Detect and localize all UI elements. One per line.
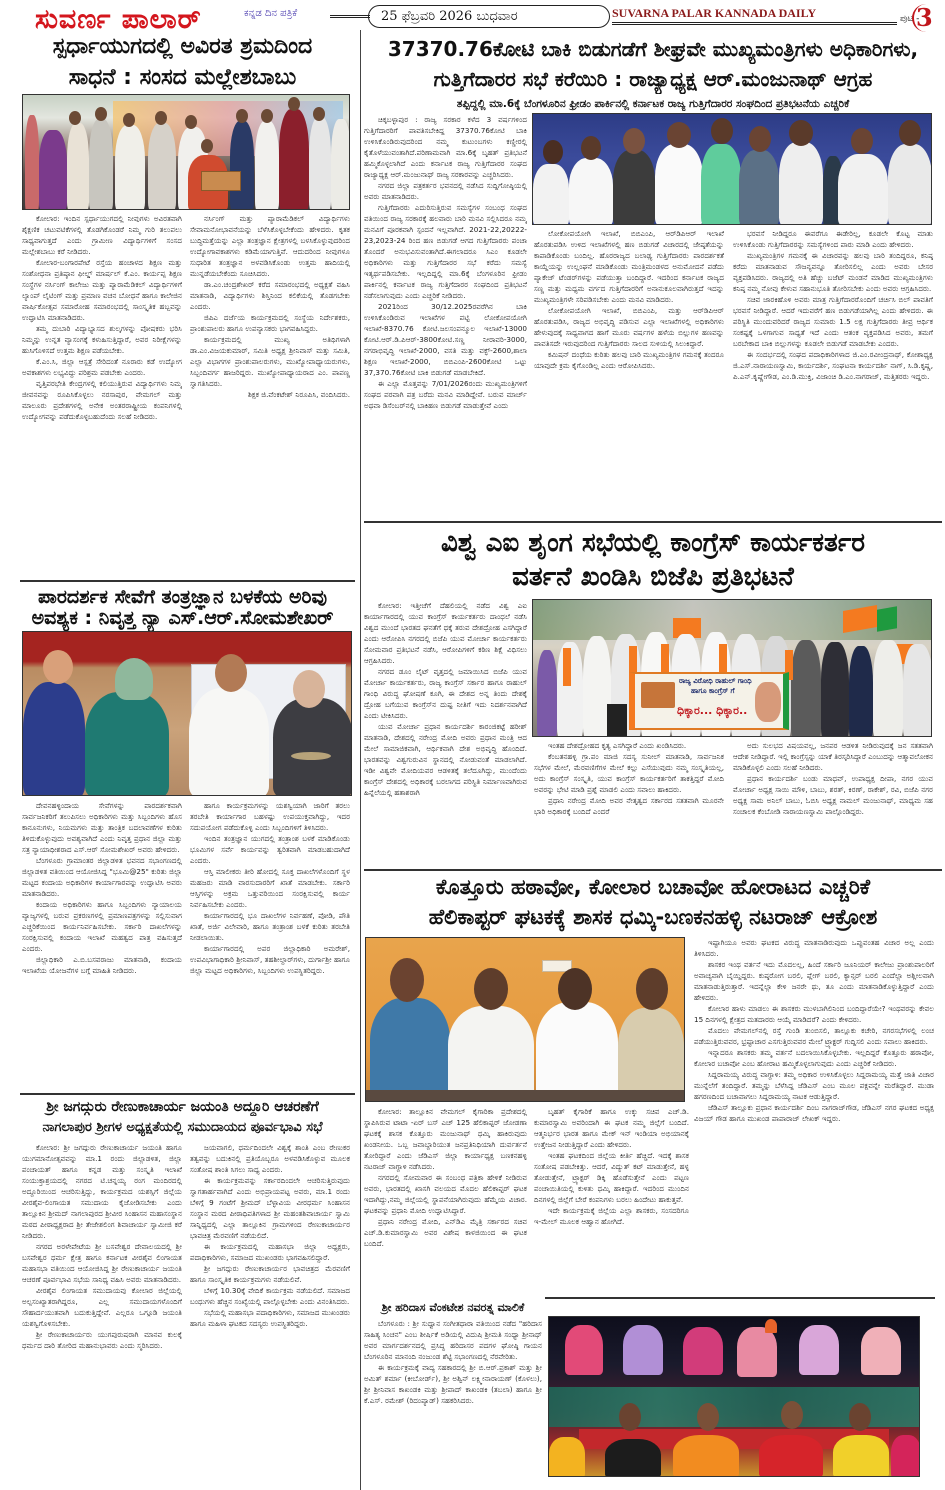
masthead-rule [330,15,370,18]
article-column-1 [364,600,527,868]
person-head [789,120,813,146]
person-figure [89,119,113,210]
photo-singers-ensemble [548,1316,920,1477]
article-paragraph: ಮೊದಲು ವೇಮಗಲ್‌ನಲ್ಲಿ ರಸ್ತೆ ಗುಂಡಿ ತುಂಬಿಸಲಿ, ತಾಲ್ಲೂಕು ಕಚೇರಿ, ನಗರಸಭೆಗಳಲ್ಲಿ ಲಂಚ ಪಡೆಯುತ್ತಿರುವವರ, ಭ್ರಷ್ಟಾಚಾರ ಎಸಗುತ್ತಿರುವವರ ಮೇಲೆ ಟ್ರ್ಯಾಕ್ಟರ್ ಗುದ್ದಿಸಲಿ ಎಂದು ಸವಾಲು ಹಾಕಿದರು. [694,1026,934,1046]
person-head [293,670,325,708]
article-paragraph: ಜಿಪಿಎ ದರ್ಜೆಯ ಕಾರ್ಯಕ್ರಮದಲ್ಲಿ ಸಂಸ್ಥೆಯ ನಿರ್ದೇಶಕರು, ಪ್ರಾಂಶುಪಾಲರು ಹಾಗೂ ಉಪನ್ಯಾಸಕರು ಭಾಗವಹಿಸಿದ್ದರು. [190,313,350,333]
section-divider [20,580,355,582]
section-divider [545,1297,935,1299]
article-paragraph: ಕೋಲಾರ ಹಾಳು ಮಾಡಲು ಈ ಶಾಸಕರು ಮುಳಬಾಗಿಲಿನಿಂದ ಬಂದಿದ್ದಾರೆಯೇ? ಇಂಥವರನ್ನು ಕೇವಲ 15 ದಿನಗಳಲ್ಲಿ ಕ್ಷೇತ್ರದ ಮತದಾರರು ಆಯ್ಕೆ ಮಾಡಿದರೆ? ಎಂದು ಕೇಳಿದರು. [694,1004,934,1024]
article-paragraph: ಡಾ.ಎಂ.ಚಂದ್ರಶೇಖರ್ ಕರೆದ ಸಮಾರಂಭದಲ್ಲಿ ಅಧ್ಯಕ್ಷತೆ ವಹಿಸಿ ಮಾತನಾಡಿ, ವಿದ್ಯಾರ್ಥಿಗಳು ಶಿಸ್ತಿನಿಂದ ಕಲಿಕೆಯಲ್ಲಿ ತೊಡಗಬೇಕು ಎಂದರು. [190,280,350,311]
person-head [619,1403,641,1431]
article-paragraph: ಈ ಕಾರ್ಯಕ್ರಮಕ್ಕೆ ವಾದ್ಯ ಸಹಕಾರದಲ್ಲಿ ಶ್ರೀ ಬಿ.ಆರ್.ಪ್ರಕಾಶ್ ಮತ್ತು ಶ್ರೀ ಅಮಿತ್ ಶರ್ಮಾ (ಕೀಬೋರ್ಡ್), ಶ್ರೀ ಅಶ್ವಿನ್ ಲಕ್ಷ್ಮೀನಾರಾಯಣ್ (ಕೊಳಲು), ಶ್ರೀ ಶ್ರೀನಿವಾಸ ಕಾಖಂಡಕಿ ಮತ್ತು ಶ್ರೀಪಾದ್ ಕಾಖಂಡಕಿ (ತಬಲಾ) ಹಾಗೂ ಶ್ರೀ ಕೆ.ಎಸ್. ರಮೇಶ್ (ರಿದಂಪ್ಯಾಡ್) ಸಹಕರಿಸಿದರು. [364,1363,542,1405]
person-figure [549,1437,585,1477]
article-column-1 [22,800,182,1090]
person-figure [309,117,331,210]
headline-line-2: ಅವಶ್ಯಕ : ನಿವೃತ್ತ ನ್ಯಾ ಎಸ್.ಆರ್.ಸೋಮಶೇಖರ್ [31,607,334,629]
article-paragraph: ಇಂದಿನ ತಂತ್ರಜ್ಞಾನ ಯುಗದಲ್ಲಿ ತಂತ್ರಾಂಶ ಬಳಕೆ ಮಾಡಿಕೊಂಡು ಭೂಮಿಗಳ ಸರ್ವೆ ಕಾರ್ಯವನ್ನು ತ್ವರಿತವಾಗಿ ಮಾಡಬಹುದಾಗಿದೆ ಎಂದರು. [190,834,350,865]
person-figure [25,115,39,210]
article-column-2 [190,213,350,503]
column-divider [360,30,361,1490]
photo-jds-press-meet [365,937,685,1102]
person-figure [903,644,932,737]
person-head [581,136,601,160]
headline-line-1: ವಿಶ್ವ ಎಐ ಶೃಂಗ ಸಭೆಯಲ್ಲಿ ಕಾಂಗ್ರೆಸ್ ಕಾರ್ಯಕರ್ತರ [441,528,865,558]
article-paragraph: ಕೋಲಾರ-ಬಂಗಾರಪೇಟೆ ರಸ್ತೆಯ ಹಂಚಾಳದ ಶಿಕ್ಷಣ ಮತ್ತು ಸಂಶೋಧನಾ ಪ್ರತಿಷ್ಠಾನ ಫೀಲ್ಡ್ ಮಾರ್ಷಲ್ ಕೆ.ಎಂ. ಕಾರ್ಯಪ್ಪ ಶಿಕ್ಷಣ ಸಂಸ್ಥೆಗಳ ನರ್ಸಿಂಗ್ ಕಾಲೇಜು ಮತ್ತು ಪ್ಯಾರಾಮೆಡಿಕಲ್ ವಿದ್ಯಾರ್ಥಿಗಳಿಗೆ ಲ್ಯಾಂಪ್ ಲೈಟಿಂಗ್ ಮತ್ತು ಪ್ರಮಾಣ ವಚನ ಬೋಧನೆ ಹಾಗೂ ಕಾಲೇಜಿನ ವಾರ್ಷಿಕೋತ್ಸವ ಸಮಾರೋಹ ಸಮಾರಂಭದಲ್ಲಿ ಸಾಂಸ್ಕೃತಿಕ ಹಬ್ಬವನ್ನು ಉದ್ಘಾಟಿಸಿ ಮಾತನಾಡಿದರು. [22,258,182,322]
person-figure [537,650,557,737]
article-paragraph: ಬೆಂಗಳೂರು : ಶ್ರೀ ಸುಧ್ವಾನ ಸಂಗೀತಧಾರಾ ವತಿಯಿಂದ ನಡೆದ "ಹರಿದಾಸ ಸಾಹಿತ್ಯ ಸಿಂಚನ" ಎಂಬ ಶೀರ್ಷಿಕೆ ಅಡಿಯಲ್ಲಿ ವಿದುಷಿ ಶ್ರೀಮತಿ ಸಂಧ್ಯಾ ಶ್ರೀನಾಥ್ ಅವರ ಮಾರ್ಗದರ್ಶನದಲ್ಲಿ ಪ್ರಸಿದ್ಧ ಹರಿದಾಸರ ಪದಗಳ ಘೋಷ್ಠಿ ಗಾಯನ ಬೆಂಗಳೂರಿನ ಮಾನಂದಿ ನಂಜುಂಡ ಶೆಟ್ಟಿ ಸಭಾಂಗಣದಲ್ಲಿ ನೆರವೇರಿತು. [364,1319,542,1361]
article-paragraph: ಜಯವಾಗಲಿ, ಧರ್ಮದಿಂದಲೇ ವಿಶ್ವಕ್ಕೆ ಶಾಂತಿ ಎಂಬ ರೇಣುಕರ ತತ್ವವನ್ನು ಬದುಕಿನಲ್ಲಿ ಪ್ರತಿಯೊಬ್ಬರೂ ಅಳವಡಿಸಿಕೊಳ್ಳುವ ಮೂಲಕ ಸಂತೋಷ ಶಾಂತಿ ಸಿಗಲು ಸಾಧ್ಯ ಎಂದರು. [190,1143,350,1174]
article-paragraph: ಪ್ರಧಾನಿ ನರೇಂದ್ರ ಮೋದಿ, ಎನ್‌ಡಿಎ ಮೈತ್ರಿ ಸರ್ಕಾರದ ಸಚಿವ ಎಚ್.ಡಿ.ಕುಮಾರಸ್ವಾಮಿ ಅವರ ವಿಶೇಷ ಕಾಳಜಿಯಿಂದ ಈ ಘಟಕ ಬಂದಿದೆ. [364,1217,527,1248]
photo-protest-rally [532,599,932,737]
person-figure [230,121,254,210]
article-column-1 [22,213,182,503]
article-paragraph: ಲೋಕೋಪಯೋಗಿ ಇಲಾಖೆ, ಬಿಬಿಎಂಪಿ, ಮತ್ತು ಆರ್‌ಡಿಪಿಆರ್ ಹೊರತುಪಡಿಸಿ, ರಾಜ್ಯದ ಅಭಿವೃದ್ಧಿ ಪಡಿಸುವ ಎಲ್ಲಾ ಇಲಾಖೆಗಳಲ್ಲಿ ಅಧಿಕಾರಿಗಳು ಹೇಳುವುದಕ್ಕೆ ಸಾಧ್ಯವಾಗದ ಹಾಗೆ ಮೂರು ವರ್ಷಗಳ ಹಳೆಯ ಬಿಲ್ಲುಗಳ ಹಣವನ್ನು ಪಾವತಿಸದೇ ಇರುವುದರಿಂದ ಗುತ್ತಿಗೆದಾರರು ಸಾಲದ ಸುಳಿಯಲ್ಲಿ ಸಿಲುಕಿದ್ದಾರೆ. [534,306,724,348]
article-paragraph: ನಗರದ ಡೂಂ ಲೈಟ್ ವೃತ್ತದಲ್ಲಿ ಜಮಾಯಿಸಿದ ಬಿಜೆಪಿ ಯುವ ಮೋರ್ಚಾ ಕಾರ್ಯಕರ್ತರು, ರಾಜ್ಯ ಕಾಂಗ್ರೆಸ್ ಸರ್ಕಾರ ಹಾಗೂ ರಾಹುಲ್ ಗಾಂಧಿ ವಿರುದ್ಧ ಘೋಷಣೆ ಕೂಗಿ, ಈ ದೇಶದ ಅನ್ನ ತಿಂದು ದೇಶಕ್ಕೆ ದ್ರೋಹ ಬಗೆಯುವ ಕಾಂಗ್ರೆಸ್‌ನ ದುಷ್ಟ ನೀತಿಗೆ ಇದು ನಿದರ್ಶನವಾಗಿದೆ ಎಂದು ಟೀಕಿಸಿದರು. [364,667,527,720]
person-figure [821,642,849,737]
headline: ಶ್ರೀ ಹರಿದಾಸ ವೆಂಕಟೇಶ ನವರತ್ನ ಮಾಲಿಕೆ [381,1301,525,1314]
brass-lamp [291,752,331,760]
article-paragraph: ಮುಖ್ಯಮಂತ್ರಿಗಳ ಗಮನಕ್ಕೆ ಈ ವಿಚಾರವನ್ನು ಹಲವು ಬಾರಿ ತಂದಿದ್ದರೂ, ಕನಿಷ್ಠ ಕರೆದು ಮಾತನಾಡುವ ಸೌಜನ್ಯವನ್ನೂ ತೋರಿಸಲಿಲ್ಲ ಎಂದು ಅವರು ಬೇಸರ ವ್ಯಕ್ತಪಡಿಸಿದರು. ರಾಜ್ಯದಲ್ಲಿ ಅತಿ ಹೆಚ್ಚು ಬಜೆಟ್ ಮಂಡನೆ ಮಾಡಿದ ಮುಖ್ಯಮಂತ್ರಿಗಳು ಕನಿಷ್ಠ ನಮ್ಮ ನೋವು ಕೇಳುವ ಸಹಾನುಭೂತಿ ತೋರಿಸಬೇಕು ಎಂದು ಅವರು ಆಗ್ರಹಿಸಿದರು. [733,251,933,293]
article-paragraph: ಯುವ ಮೋರ್ಚಾ ಪ್ರಧಾನ ಕಾರ್ಯದರ್ಶಿ ಕಾರಂಜಿಕಟ್ಟೆ ಹರೀಶ್ ಮಾತನಾಡಿ, ದೇಶದಲ್ಲಿ ನರೇಂದ್ರ ಮೋದಿ ಅವರು ಪ್ರಧಾನ ಮಂತ್ರಿ ಆದ ಮೇಲೆ ಸಾಮಾಜಿಕವಾಗಿ, ಆರ್ಥಿಕವಾಗಿ ದೇಶ ಅಭಿವೃದ್ಧಿ ಹೊಂದಿದೆ. ಭಾರತವನ್ನು ವಿಶ್ವಗುರುವಿನ ಸ್ಥಾನದಲ್ಲಿ ನೋಡುವಂತೆ ಮಾಡಲಾಗಿದೆ. ಇಡೀ ವಿಶ್ವವೇ ಮೋದಿಯವರ ಆಡಳಿತಕ್ಕೆ ತಲೆದೂಗಿದ್ದು, ಮುಂದೆಂದು ಕಾಂಗ್ರೆಸ್ ದೇಶದಲ್ಲಿ ಅಧಿಕಾರಕ್ಕೆ ಬರಲಾಗದ ಪರಿಸ್ಥಿತಿ ನಿರ್ಮಾಣವಾಗಿರುವ ಹಿನ್ನೆಲೆಯಲ್ಲಿ ಹತಾಶರಾಗಿ [364,722,527,797]
article-paragraph: ಸಿದ್ದರಾಮಯ್ಯ ವಿರುದ್ಧ ವಾಗ್ದಾಳಿ: ತಮ್ಮ ಅಧಿಕಾರ ಉಳಿಸಿಕೊಳ್ಳಲು ಸಿದ್ದರಾಮಯ್ಯ ಮತ್ತೆ ಜಾತಿ ವಿಚಾರ ಮುನ್ನೆಲೆಗೆ ತಂದಿದ್ದಾರೆ. ತಮ್ಮನ್ನು ಬೆಳೆಸಿದ್ದ ಜೆಡಿಎಸ್ ಎಂಬ ಮೂಲ ಪಕ್ಷವನ್ನೇ ಮರೆತಿದ್ದಾರೆ. ಮುಡಾ ಹಗರಣದಿಂದ ಬಚಾವಾಗಲು ಸಿದ್ದರಾಮಯ್ಯ ನಾಟಕ ಆಡುತ್ತಿದ್ದಾರೆ. [694,1070,934,1101]
person-figure [39,130,67,210]
article-paragraph: ಈ ಕಾರ್ಯಕ್ರಮದಲ್ಲಿ ಮಹಾಸಭಾ ಜಿಲ್ಲಾ ಅಧ್ಯಕ್ಷರು, ಪದಾಧಿಕಾರಿಗಳು, ಸಮಾಜದ ಮುಖಂಡರು ಭಾಗವಹಿಸಲಿದ್ದಾರೆ. [190,1242,350,1262]
article-paragraph: ತಮ್ಮ ದುಬಾರಿ ವಿದ್ಯಾಭ್ಯಾಸದ ಶುಲ್ಕಗಳನ್ನು ಪೋಷಕರು ಭರಿಸಿ ನಿಮ್ಮನ್ನು ಉನ್ನತ ವ್ಯಾಸಂಗಕ್ಕೆ ಕಳುಹಿಸುತ್ತಿದ್ದಾರೆ, ಅವರ ನಿರೀಕ್ಷೆಗಳನ್ನು ಹುಸಿಗೊಳಿಸದೆ ಉತ್ತಮ ಶಿಕ್ಷಣ ಪಡೆಯಬೇಕು. [22,324,182,355]
person-figure [565,1325,603,1375]
person-figure [623,1325,663,1375]
person-figure [448,1006,534,1102]
headline-line-1: ಕೊತ್ತೂರು ಹಠಾವೋ, ಕೋಲಾರ ಬಚಾವೋ ಹೋರಾಟದ ಎಚ್ಚರಿಕೆ [435,875,871,899]
headline-line-1: 37370.76ಕೋಟಿ ಬಾಕಿ ಬಿಡುಗಡೆಗೆ ಶೀಘ್ರವೇ ಮುಖ್ಯಮಂತ್ರಿಗಳು ಅಧಿಕಾರಿಗಳು, [387,37,919,61]
article-paragraph: ಗುತ್ತಿಗೆದಾರರು ಎದುರಿಸುತ್ತಿರುವ ಸಮಸ್ಯೆಗಳ ಸಂಬಂಧ ಸಂಘದ ವತಿಯಿಂದ ರಾಜ್ಯ ಸರಕಾರಕ್ಕೆ ಹಲವಾರು ಬಾರಿ ಮನವಿ ಸಲ್ಲಿಸಿದರೂ ನಮ್ಮ ಮನವಿಗೆ ಪೂರಕವಾಗಿ ಸ್ಪಂದನೆ ಇಲ್ಲವಾಗಿದೆ. 2021-22,20222-23,2023-24 ರಿಂದ ಹಣ ಬಿಡುಗಡೆ ಆಗದ ಗುತ್ತಿಗೆದಾರರು ಪಂಚಾ ತೊಂದರೆ ಅನುಭವಿಸುವಂತಾಗಿದೆ.ಈಗಲಾದರೂ ಸಿಎಂ ಕೂಡಲೇ ಅಧಿಕಾರಿಗಳು ಮತ್ತು ಗುತ್ತಿಗೆದಾರರ ಸಭೆ ಕರೆದು ಸಮಸ್ಯೆ ಇತ್ಯರ್ಥಪಡಿಸಬೇಕು. ಇಲ್ಲದಿದ್ದಲ್ಲಿ ಮಾ.6ಕ್ಕೆ ಬೆಂಗಳೂರಿನ ಫ್ರೀಡಂ ಪಾರ್ಕಿನಲ್ಲಿ ಕರ್ನಾಟಕ ರಾಜ್ಯ ಗುತ್ತಿಗೆದಾರರ ಸಂಘದಿಂದ ಪ್ರತಿಭಟನೆ ನಡೆಸಲಾಗುವುದು ಎಂದು ಎಚ್ಚರಿಕೆ ನೀಡಿದರು. [364,203,527,300]
article-paragraph: ಈ ಎಲ್ಲಾ ಮೊತ್ತವನ್ನು 7/01/2026ರಂದು ಮುಖ್ಯಮಂತ್ರಿಗಳಿಗೆ ಸಂಘದ ಪರವಾಗಿ ಪತ್ರ ಬರೆದು ಮನವಿ ಮಾಡಿದ್ದೇವೆ. ಬರುವ ಮಾರ್ಚ್ ಅಥವಾ ಡಿಸೆಂಬರ್‌ನಲ್ಲಿ ಬಾಕಿಹಣ ಬಿಡುಗಡೆ ಮಾಡುತ್ತೇವೆ ಎಂದು [364,379,527,410]
banner-text: ಹಾಗೂ ಕಾಂಗ್ರೆಸ್ ಗೆ [691,687,735,695]
person-figure [739,150,779,225]
person-head [623,128,645,154]
article-paragraph: ಕಾರ್ಯಕ್ರಮದಲ್ಲಿ ಮುಖ್ಯ ಅತಿಥಿಗಳಾಗಿ ಡಾ.ಎಂ.ವಿಜಯಕುಮಾರ್, ಸಮಿತಿ ಅಧ್ಯಕ್ಷ ಶ್ರೀನಿವಾಸ್ ಮತ್ತು ಸಮಿತಿ, ಎಲ್ಲಾ ವಿಭಾಗಗಳ ಪ್ರಾಂಶುಪಾಲರುಗಳು, ಮುಖ್ಯೋಪಾಧ್ಯಾಯರುಗಳು, ಸಿಬ್ಬಂದಿವರ್ಗ ಹಾಜರಿದ್ದರು. ಮುಖ್ಯೋಪಾಧ್ಯಾಯರಾದ ಎಂ. ಪಾಪಣ್ಣ ಸ್ವಾಗತಿಸಿದರು. [190,335,350,388]
person-figure [737,1327,777,1377]
person-figure [23,682,85,796]
english-newspaper-name: SUVARNA PALAR KANNADA DAILY [612,6,817,20]
person-head [711,118,733,144]
article-column-1 [364,114,527,554]
article-paragraph: ಇಂತಹ ಘಟಕದಿಂದ ಜಿಲ್ಲೆಯ ಕೀರ್ತಿ ಹೆಚ್ಚಿದೆ. ಇದಕ್ಕೆ ಶಾಸಕ ಸಂತೋಷ ಪಡಬೇಕಿತ್ತು. ಆದರೆ, ವಿದ್ಯುತ್ ಕಟ್ ಮಾಡುತ್ತೇನೆ, ಹಳ್ಳ ತೋಡುತ್ತೇನೆ, ಟ್ರ್ಯಾಕ್ಟರ್ ಡಿಕ್ಕಿ ಹೊಡೆಸುತ್ತೇನೆ ಎಂದು ಪಟ್ಟಣ ಪಂಚಾಯಿತಿಯಲ್ಲಿ ಕುಳಿತು ಧಮ್ಕಿ ಹಾಕಿದ್ದಾರೆ. ಇದರಿಂದ ಮುಂದಿನ ದಿನಗಳಲ್ಲಿ ಜಿಲ್ಲೆಗೆ ಬೇರೆ ಕಂಪನಿಗಳು ಬರಲು ಹಿಂದೇಟು ಹಾಕುತ್ತವೆ. [534,1151,689,1204]
article-column-2 [534,740,724,868]
person-figure [331,119,350,210]
article-paragraph: ಕೆ.ಎಂ.ಸಿ, ಜಿಲ್ಲಾ ಆಸ್ಪತ್ರೆ ಸೇರಿದಂತೆ ನೂರಾರು ಕಡೆ ಉದ್ಯೋಗ ಅವಕಾಶಗಳು ಲಭ್ಯವಿದ್ದು ಪರಿಶ್ರಮ ಪಡಬೇಕು ಎಂದರು. [22,357,182,377]
person-head [851,128,873,154]
article-paragraph: ಬೆಂಗಳೂರು ಗ್ರಾಮಾಂತರ ಜಿಲ್ಲಾಡಳಿತ ಭವನದ ಸಭಾಂಗಣದಲ್ಲಿ ಜಿಲ್ಲಾಡಳಿತ ವತಿಯಿಂದ ಆಯೋಜಿಸಿದ್ದ "ಭೂಮಿ@25" ಕುರಿತು ಜಿಲ್ಲಾ ಮಟ್ಟದ ಕಂದಾಯ ಅಧಿಕಾರಿಗಳ ಕಾರ್ಯಾಗಾರವನ್ನು ಉದ್ಘಾಟಿಸಿ ಅವರು ಮಾತನಾಡಿದರು. [22,856,182,898]
article-column-right [694,937,934,1179]
person-figure [533,164,569,225]
headline-line-1: ಶ್ರೀ ಜಗದ್ಗುರು ರೇಣುಕಾಚಾರ್ಯ ಜಯಂತಿ ಅದ್ದೂರಿ ಆಚರಣೆಗೆ [46,1099,319,1115]
person-figure [613,150,655,225]
section-divider [20,1093,355,1095]
person-figure [255,121,279,210]
article-column-2 [534,228,724,554]
issue-date: 25 ಫೆಬ್ರವರಿ 2026 ಬುಧವಾರ [368,5,610,28]
article-paragraph: ಕೋಲಾರ: ಶ್ರೀ ಜಗದ್ಗುರು ರೇಣುಕಾಚಾರ್ಯ ಜಯಂತಿ ಹಾಗೂ ಯುಗಮಾನೋತ್ಸವವನ್ನು ಮಾ.1 ರಂದು ಜಿಲ್ಲಾಡಳಿತ, ಜಿಲ್ಲಾ ಪಂಚಾಯತ್ ಹಾಗೂ ಕನ್ನಡ ಮತ್ತು ಸಂಸ್ಕೃತಿ ಇಲಾಖೆ ಸಂಯುಕ್ತಾಶ್ರಯದಲ್ಲಿ ನಗರದ ಟಿ.ಚನ್ನಯ್ಯ ರಂಗ ಮಂದಿರದಲ್ಲಿ ಅದ್ದೂರಿಯಿಂದ ಆಚರಿಸುತ್ತಿದ್ದು, ಕಾರ್ಯಕ್ರಮದ ಯಶಸ್ಸಿಗೆ ಜಿಲ್ಲೆಯ ವೀರಶೈವ-ಲಿಂಗಾಯತ ಸಮುದಾಯ ಕೈಜೋಡಿಸಬೇಕು ಎಂದು ತಾಲ್ಲೂಕಿನ ಶ್ರೀಮದ್ ನಾಗಲಾಪುರದ ಶ್ರೀವೀರ ಸಿಂಹಾಸನ ಮಹಾಸಂಸ್ಥಾನ ಮಠದ ಪೀಠಾಧ್ಯಕ್ಷರಾದ ಶ್ರೀ ತೇಜೇಶಲಿಂಗ ಶಿವಾಚಾರ್ಯ ಸ್ವಾಮೀಜಿ ಕರೆ ನೀಡಿದರು. [22,1143,182,1240]
person-figure [779,142,823,225]
newspaper-tagline: ಕನ್ನಡ ದಿನ ಪತ್ರಿಕೆ [244,8,298,19]
banner-graphic [641,682,675,708]
person-figure [799,1325,839,1375]
article-paragraph: ಈ ಸಂದರ್ಭದಲ್ಲಿ ಸಂಘದ ಪದಾಧಿಕಾರಿಗಳಾದ ಜಿ.ಎಂ.ರವೀಂದ್ರನಾಥ್, ಕೋಶಾಧ್ಯಕ್ಷ ಜಿ.ಎಸ್.ನಾರಾಯಣಸ್ವಾಮಿ, ಕಾರ್ಯದರ್ಶಿ, ಸಂಘಟನಾ ಕಾರ್ಯದರ್ಶಿ ನಾಗ್, ಸಿ.ಡಿ.ಕೃಷ್ಣ, ಪಿ.ಎನ್.ಕೃಷ್ಣೇಗೌಡ, ಎಂ.ಡಿ.ಮುಕ್ತಿ, ವಿಜಾಂಚಿ ಡಿ.ಎಂ.ನಾಗರಾಜ್, ಮತ್ತಿತರರು ಇದ್ದರು. [733,350,933,381]
article-paragraph: ಬೃಹತ್ ಕೈಗಾರಿಕೆ ಹಾಗೂ ಉಕ್ಕು ಸಚಿವ ಎಚ್.ಡಿ. ಕುಮಾರಸ್ವಾಮಿ ಅವರಿಂದಾಗಿ ಈ ಘಟಕ ನಮ್ಮ ಜಿಲ್ಲೆಗೆ ಬಂದಿದೆ. ಆತ್ಮನಿರ್ಭರ ಭಾರತ ಹಾಗೂ ಮೇಕ್ ಇನ್ ಇಂಡಿಯಾ ಅಭಿಯಾನಕ್ಕೆ ಉತ್ತೇಜನ ನೀಡುತ್ತಿದ್ದಾರೆ ಎಂದು ಹೇಳಿದರು. [534,1107,689,1149]
article-paragraph: ಶಿಕ್ಷಕ ಜಿ.ವೆಂಕಟೇಶ್ ನಿರೂಪಿಸಿ, ವಂದಿಸಿದರು. [247,390,350,399]
headline-line-1: ಸ್ಪರ್ಧಾಯುಗದಲ್ಲಿ ಅವಿರತ ಶ್ರಮದಿಂದ [52,34,313,59]
article-paragraph: ಜಿಲ್ಲಾಧಿಕಾರಿ ಎ.ಬಿ.ಬಸವರಾಜು ಮಾತನಾಡಿ, ಕಂದಾಯ ಇಲಾಖೆಯ ಯೋಜನೆಗಳ ಬಗ್ಗೆ ಮಾಹಿತಿ ನೀಡಿದರು. [22,955,182,975]
person-head [749,126,771,152]
person-figure [189,688,269,796]
person-figure [605,1439,661,1477]
article-paragraph: ಕಾರ್ಯಾಗಾರದಲ್ಲಿ ಭೂ ದಾಖಲೆಗಳ ನಿರ್ವಹಣೆ, ಪೋಡಿ, ಪೌತಿ ಖಾತೆ, ಅರ್ಜಿ ವಿಲೇವಾರಿ, ಹಾಗೂ ತಂತ್ರಾಂಶ ಬಳಕೆ ಕುರಿತು ತರಬೇತಿ ನೀಡಲಾಯಿತು. [190,911,350,942]
speaker-box [607,704,627,736]
article-paragraph: ಸಚಿವ ಜಾರಕಿಹೊಳಿ ಅವರು ಮಾತ್ರ ಗುತ್ತಿಗೆದಾರರೊಂದಿಗೆ ಚರ್ಚಿಸಿ ಬಿಲ್ ಪಾವತಿಗೆ ಭರವಸೆ ನೀಡಿದ್ದಾರೆ. ಆದರೆ ಇದುವರೆಗೆ ಹಣ ಬಿಡುಗಡೆಯಾಗಿಲ್ಲ ಎಂದು ಹೇಳಿದರು. ಈ ಪರಿಸ್ಥಿತಿ ಮುಂದುವರಿದರೆ ರಾಜ್ಯದ ಸುಮಾರು 1.5 ಲಕ್ಷ ಗುತ್ತಿಗೆದಾರರು ತೀವ್ರ ಆರ್ಥಿಕ ಸಂಕಷ್ಟಕ್ಕೆ ಒಳಗಾಗುವ ಸಾಧ್ಯತೆ ಇದೆ ಎಂದು ಆತಂಕ ವ್ಯಕ್ತಪಡಿಸಿದ ಅವರು, ತಮಗೆ ಬರಬೇಕಾದ ಬಾಕಿ ಬಿಲ್ಲುಗಳನ್ನು ಕೂಡಲೇ ಬಿಡುಗಡೆ ಮಾಡಬೇಕು ಎಂದರು. [733,295,933,348]
article-paragraph: ಜೆಡಿಎಸ್ ತಾಲ್ಲೂಕು ಪ್ರಧಾನ ಕಾರ್ಯದರ್ಶಿ ದಿಂಬ ನಾಗರಾಜ್‌ಗೌಡ, ಜೆಡಿಎಸ್ ನಗರ ಘಟಕದ ಅಧ್ಯಕ್ಷ ವಿಜಯ್ ಗೌಡ ಹಾಗೂ ಮುಖಂಡ ಪಾಪಾರಾಜ್ ಲೇಖಕ್ ಇದ್ದರು. [694,1103,934,1123]
article-paragraph: ಆಸ್ತಿ ಮಾಲೀಕರು ತೀರಿ ಹೋದಲ್ಲಿ ಸೂಕ್ತ ದಾಖಲೆಗಳೊಂದಿಗೆ ಸ್ಥಳ ಮಹಜರು ಮಾಡಿ ವಾರಸುದಾರರಿಗೆ ಖಾತೆ ಮಾಡಬೇಕು. ಸರ್ಕಾರಿ ಆಸ್ತಿಗಳನ್ನು ಅಕ್ರಮ ಒತ್ತುವರಿಯಿಂದ ಸಂರಕ್ಷಿಸುವಲ್ಲಿ ಕಾರ್ಯ ನಿರ್ವಹಿಸಬೇಕು ಎಂದರು. [190,867,350,909]
person-figure [569,158,613,225]
article-paragraph: ಲೋಕೋಪಯೋಗಿ ಇಲಾಖೆ, ಬಿಬಿಎಂಪಿ, ಆರ್‌ಡಿಪಿಆರ್ ಇಲಾಖೆ ಹೊರತುಪಡಿಸಿ ಉಳಿದ ಇಲಾಖೆಗಳಲ್ಲಿ ಹಣ ಬಿಡುಗಡೆ ವಿಚಾರದಲ್ಲಿ ಜೇಷ್ಠತೆಯನ್ನು ಕಾಪಾಡಿಕೊಂಡು ಬಂದಿಲ್ಲ. ಹೊರರಾಜ್ಯದ ಬಲಾಢ್ಯ ಗುತ್ತಿಗೆದಾರರು ಪಾರದರ್ಶಕತೆ ಕಾಯ್ದೆಯನ್ನು ಉಲ್ಲಂಘನೆ ಮಾಡಿಕೊಂಡು ಮಂತ್ರಿಮಂಡಳದ ಅನುಮೋದನೆ ಪಡೆದು ಪ್ಯಾಕೇಜ್ ಟೆಂಡರ್‌ಗಳನ್ನು ಪಡೆಯುತ್ತಾ ಬಂದಿದ್ದಾರೆ. ಇದರಿಂದ ಕರ್ನಾಟಕ ರಾಜ್ಯದ ಸಣ್ಣ ಮತ್ತು ಮಧ್ಯಮ ವರ್ಗದ ಗುತ್ತಿಗೆದಾರರಿಗೆ ಅನಾನುಕೂಲವಾಗಿರುತ್ತದೆ ಇದನ್ನು ಮುಖ್ಯಮಂತ್ರಿಗಳೇ ಸರಿಪಡಿಸಬೇಕು ಎಂದು ಮನವಿ ಮಾಡಿದರು. [534,229,724,304]
masthead-rule-right [612,22,897,25]
bjp-flag [877,606,897,632]
person-head [288,97,300,111]
person-head [115,658,153,700]
person-head [43,650,73,684]
person-head [185,115,197,129]
person-head [123,113,135,127]
person-head [390,958,424,1002]
article-paragraph: ವೀರಶೈವ ಲಿಂಗಾಯತ ಸಮುದಾಯವು ಕೋಲಾರ ಜಿಲ್ಲೆಯಲ್ಲಿ ಅಲ್ಪಸಂಖ್ಯಾತರಾಗಿದ್ದರೂ, ಎಲ್ಲ ಸಮುದಾಯಗಳೊಂದಿಗೆ ಸೌಹಾರ್ದಯುತವಾಗಿ ಬದುಕುತ್ತಿದ್ದೇವೆ. ಎಲ್ಲರೂ ಒಗ್ಗೂಡಿ ಜಯಂತಿ ಯಶಸ್ವಿಗೊಳಿಸಬೇಕು. [22,1286,182,1328]
headline-line-1: ಪಾರದರ್ಶಕ ಸೇವೆಗೆ ತಂತ್ರಜ್ಞಾನ ಬಳಕೆಯ ಅರಿವು [37,586,328,608]
subheadline: ತಪ್ಪಿದ್ದಲ್ಲಿ ಮಾ.6ಕ್ಕೆ ಬೆಂಗಳೂರಿನ ಫ್ರೀಡಂ ಪಾರ್ಕಿನಲ್ಲಿ ಕರ್ನಾಟಕ ರಾಜ್ಯ ಗುತ್ತಿಗೆದಾರರ ಸಂಘದಿಂದ ಪ್ರತಿಭಟನೆಯ ಎಚ್ಚರಿಕೆ [456,98,850,110]
decor-lantern [765,1319,777,1333]
person-figure [115,125,145,210]
article-paragraph: ಈ ಕಾರ್ಯಕ್ರಮವನ್ನು ಸರ್ಕಾರದಿಂದಲೇ ಆಚರಿಸುತ್ತಿರುವುದು ಸ್ವಾಗತಾರ್ಹವಾಗಿದೆ ಎಂದು ಅಭಿಪ್ರಾಯಪಟ್ಟ ಅವರು, ಮಾ.1 ರಂದು ಬೆಳಿಗ್ಗೆ 9 ಗಂಟೆಗೆ ಶ್ರೀಮದ್ ಬೆಳ್ಳಾವಿಯ ವೀರಧರ್ಮ ಸಿಂಹಾಸನ ಸಂಸ್ಥಾನ ಮಠದ ಪೀಠಾಧಿಪತಿಗಳಾದ ಶ್ರೀ ಮಹಂತಶಿವಾಚಾರ್ಯ ಸ್ವಾಮಿ ಸಾನ್ನಿಧ್ಯದಲ್ಲಿ ಎಲ್ಲಾ ತಾಲ್ಲೂಕಿನ ಗ್ರಾಮಗಳಿಂದ ರೇಣುಕಾಚಾರ್ಯರ ಭಾವಚಿತ್ರ ಮೆರವಣಿಗೆ ನಡೆಯಲಿದೆ. [190,1176,350,1240]
person-figure [849,646,873,737]
person-figure [891,1435,920,1477]
article-paragraph: ಹಾಗೂ ಕಾರ್ಯಕ್ರಮಗಳನ್ನು ಯಶಸ್ವಿಯಾಗಿ ಜಾರಿಗೆ ತರಲು ತರಬೇತಿ ಕಾರ್ಯಾಗಾರ ಬಹಳಷ್ಟು ಉಪಯುಕ್ತವಾಗಿದ್ದು, ಇದರ ಸದುಪಯೋಗ ಪಡೆದುಕೊಳ್ಳಿ ಎಂದು ಸಿಬ್ಬಂದಿಗಳಿಗೆ ತಿಳಿಸಿದರು. [190,801,350,832]
person-head [543,140,563,164]
person-head [697,1403,719,1431]
article-paragraph: ಕೋಲಾರ: ತಾಲ್ಲೂಕಿನ ವೇಮಗಲ್ ಕೈಗಾರಿಕಾ ಪ್ರದೇಶದಲ್ಲಿ ಸ್ಥಾಪಿಸಿರುವ ಟಾಟಾ -ಏರ್ ಬಸ್ ಎಚ್ 125 ಹೆಲಿಕಾಪ್ಟರ್ ಜೋಡಣಾ ಘಟಕಕ್ಕೆ ಶಾಸಕ ಕೊತ್ತೂರು ಮಂಜುನಾಥ್ ಧಮ್ಕಿ ಹಾಕಿರುವುದು ಖಂಡನೀಯ. ಒಬ್ಬ ಜವಾಬ್ದಾರಿಯುತ ಜನಪ್ರತಿನಿಧಿಯಾಗಿ ದುರ್ವರ್ತನೆ ತೋರಿದ್ದಾರೆ ಎಂದು ಜೆಡಿಎಸ್ ಜಿಲ್ಲಾ ಕಾರ್ಯಾಧ್ಯಕ್ಷ ಬಣಕನಹಳ್ಳಿ ನಟರಾಜ್ ವಾಗ್ದಾಳಿ ನಡೆಸಿದರು. [364,1107,527,1171]
person-head [155,111,167,125]
article-paragraph: ಪ್ರಧಾನಿ ನರೇಂದ್ರ ಮೋದಿ ಅವರ ನೇತೃತ್ವದ ಸರ್ಕಾರದ ಸತತವಾಗಿ ಮೂರನೇ ಭಾರಿ ಅಧಿಕಾರಕ್ಕೆ ಬಂದಿದೆ ಎಂದರೆ [534,796,724,816]
article-paragraph: ಶಾಸಕರ ಇಂಥ ವರ್ತನೆ ಇದು ಮೊದಲಲ್ಲ, ಹಿಂದೆ ಸರ್ಕಾರಿ ಜೂನಿಯರ್ ಕಾಲೇಜು ಪ್ರಾಂಶುಪಾಲರಿಗೆ ಅವಾಚ್ಯವಾಗಿ ಬೈಯ್ದಿದ್ದರು. ಕುಷ್ಠರೋಗ ಬರಲಿ, ಪ್ಲೇಗ್ ಬರಲಿ, ಕ್ಯಾನ್ಸರ್ ಬರಲಿ ಎಂದೆಲ್ಲಾ ಅಶ್ಲೀಲವಾಗಿ ಮಾತನಾಡುತ್ತಿರುತ್ತಾರೆ. ಇದನ್ನೆಲ್ಲಾ ಕೇಳಿ ಜನರೇ ಥು, ತೂ ಎಂದು ಮಾತನಾಡಿಕೊಳ್ಳುತ್ತಿದ್ದಾರೆ ಎಂದು ಹೇಳಿದರು. [694,960,934,1002]
person-head [215,654,247,692]
headline-line-2: ನಾಗಲಾಪುರ ಶ್ರೀಗಳ ಅಧ್ಯಕ್ಷತೆಯಲ್ಲಿ ಸಮುದಾಯದ ಪೂರ್ವಭಾವಿ ಸಭೆ [42,1120,323,1135]
person-head [636,968,668,1010]
photo-contractors-meeting [532,113,932,225]
person-figure [67,123,89,210]
section-divider [364,521,942,523]
person-figure [683,1327,723,1375]
article-paragraph: ಅದು ಸುಲಭದ ವಿಷಯವಲ್ಲ, ಜನಪರ ಆಡಳಿತ ನೀಡಿರುವುದಕ್ಕೆ ಜನ ಸತತವಾಗಿ ಆದೇಶ ನೀಡಿದ್ದಾರೆ. ಇಲ್ಲಿ ಕಾಂಗ್ರೆಸ್ಸನ್ನು ಯಾಕೆ ತಿರಸ್ಕರಿಸಿದ್ದಾರೆ ಎಂಬುದನ್ನು ಆತ್ಮಾವಲೋಕನ ಮಾಡಿಕೊಳ್ಳಲಿ ಎಂದು ಸಲಹೆ ನೀಡಿದರು. [733,741,933,772]
person-figure [279,109,309,210]
headline-line-2: ಸಾಧನೆ : ಸಂಸದ ಮಲ್ಲೇಶಬಾಬು [68,65,297,90]
article-paragraph: ನಗರದಲ್ಲಿ ಸೋಮವಾರ ಈ ಸಂಬಂಧ ಪತ್ರಿಕಾ ಹೇಳಿಕೆ ನೀಡಿರುವ ಅವರು, ಭಾರತದಲ್ಲಿ ಖಾಸಗಿ ವಲಯದ ಮೊದಲ ಹೆಲಿಕಾಪ್ಟರ್ ಘಟಕ ಇದಾಗಿದ್ದು,ನಮ್ಮ ಜಿಲ್ಲೆಯಲ್ಲಿ ಸ್ಥಾಪನೆಯಾಗಿರುವುದು ಹೆಮ್ಮೆಯ ವಿಚಾರ. ಘಟಕವನ್ನು ಪ್ರಧಾನಿ ಮೋದಿ ಉದ್ಘಾಟಿಸಿದ್ದಾರೆ. [364,1173,527,1215]
person-figure [618,1008,684,1102]
article-paragraph: ಇಷ್ಟಾಗಿಯೂ ಅವರು ಘಟಕದ ವಿರುದ್ಧ ಮಾತನಾಡಿರುವುದು ಒಪ್ಪುವಂತಹ ವಿಚಾರ ಅಲ್ಲ ಎಂದು ತಿಳಿಸಿದರು. [694,938,934,958]
person-head [558,968,592,1010]
headline-line-2: ವರ್ತನೆ ಖಂಡಿಸಿ ಬಿಜೆಪಿ ಪ್ರತಿಭಟನೆ [512,562,794,592]
memento-box [201,171,241,191]
person-figure [861,1327,901,1375]
person-head [849,1403,871,1431]
headline-line-2: ಗುತ್ತಿಗೆದಾರರ ಸಭೆ ಕರೆಯಿರಿ : ರಾಜ್ಯಾಧ್ಯಕ್ಷ ಆರ್.ಮಂಜುನಾಥ್ ಆಗ್ರಹ [433,67,873,91]
person-head [899,120,921,146]
article-paragraph: ನರ್ಸಿಂಗ್ ಮತ್ತು ಪ್ಯಾರಾಮೆಡಿಕಲ್ ವಿದ್ಯಾರ್ಥಿಗಳು ಸೇವಾಮನೋಭಾವನೆಯನ್ನು ಬೆಳೆಸಿಕೊಳ್ಳಬೇಕೆಂದು ಹೇಳಿದರು. ಕೃತಕ ಬುದ್ಧಿಮತ್ತೆಯನ್ನು ಎಲ್ಲಾ ತಂತ್ರಜ್ಞಾನ ಕ್ಷೇತ್ರಗಳಲ್ಲಿ ಬಳಸಿಕೊಳ್ಳುವುದರಿಂದ ಉದ್ಯೋಗಾವಕಾಶಗಳು ಕಡಿಮೆಯಾಗುತ್ತಿವೆ. ಆದುದರಿಂದ ನೀವುಗಳೂ ಸುಧಾರಿತ ತಂತ್ರಜ್ಞಾನ ಅಳವಡಿಸಿಕೊಂಡು ಉತ್ತಮ ಹಾದಿಯಲ್ಲಿ ಮುನ್ನಡೆಯಬೇಕೆಂದು ಸೂಚಿಸಿದರು. [190,214,350,278]
person-head [313,107,325,121]
person-figure [370,998,450,1102]
article-paragraph: ಕೋಲಾರ: ಇತ್ತೀಚೆಗೆ ದೆಹಲಿಯಲ್ಲಿ ನಡೆದ ವಿಶ್ವ ಎಐ ಕಾರ್ಯಾಗಾರದಲ್ಲಿ ಯುವ ಕಾಂಗ್ರೆಸ್ ಕಾರ್ಯಕರ್ತರು ದಾಂಧಲೆ ನಡೆಸಿ ವಿಶ್ವದ ಮುಂದೆ ಭಾರತದ ಘನತೆಗೆ ಧಕ್ಕೆ ತರುವ ದೇಶದ್ರೋಹ ಎಸಗಿದ್ದಾರೆ ಎಂದು ಆರೋಪಿಸಿ ನಗರದಲ್ಲಿ ಬಿಜೆಪಿ ಯುವ ಮೋರ್ಚಾ ಕಾರ್ಯಕರ್ತರು ಸೋಮವಾರ ಪ್ರತಿಭಟನೆ ನಡೆಸಿ, ಆರೋಪಿಗಳಿಗೆ ಕಠಿಣ ಶಿಕ್ಷೆ ವಿಧಿಸಲು ಆಗ್ರಹಿಸಿದರು. [364,601,527,665]
person-figure [759,1435,823,1477]
banner-text: ರಾಜ್ಯ ವಿರೋಧಿ ರಾಹುಲ್ ಗಾಂಧಿ [679,677,752,685]
person-head [95,107,107,121]
person-figure [791,640,821,737]
article-column-1 [364,1318,542,1488]
page-label: ಪುಟ - [900,14,920,24]
article-column-2 [190,800,350,1090]
page-number: 3 [916,3,933,32]
photo-felicitation-stage [22,94,350,210]
person-head [69,111,81,125]
article-column-2 [534,1106,689,1294]
person-head [236,109,248,123]
article-paragraph: ಭರವಸೆ ನೀಡಿದ್ದರೂ ಈವರೆಗೂ ಈಡೇರಿಲ್ಲ, ಕೂಡಲೇ ಕೊಟ್ಟ ಮಾತು ಉಳಿಸಿಕೊಂಡು ಗುತ್ತಿಗೆದಾರರನ್ನು ಸಮಸ್ಯೆಗಳಿಂದ ಪಾರು ಮಾಡಿ ಎಂದು ಹೇಳಿದರು. [733,229,933,249]
article-paragraph: ಶ್ರೀ ರೇಣುಕಾಚಾರ್ಯರು ಯುಗಪುರುಷರಾಗಿ ಮಾನವ ಕುಲಕ್ಕೆ ಧರ್ಮದ ದಾರಿ ತೋರಿದ ಮಹಾನುಭಾವರು ಎಂದು ಸ್ಮರಿಸಿದರು. [22,1330,182,1350]
article-paragraph: ಕಾರ್ಯಾಗಾರದಲ್ಲಿ ಅಪರ ಜಿಲ್ಲಾಧಿಕಾರಿ ಅಮರೇಶ್, ಉಪವಿಭಾಗಾಧಿಕಾರಿ ಶ್ರೀನಿವಾಸ್, ತಹಶೀಲ್ದಾರ್‌ಗಳು, ದುರ್ಗಾಶ್ರೀ ಹಾಗೂ ಜಿಲ್ಲಾ ಮಟ್ಟದ ಅಧಿಕಾರಿಗಳು, ಸಿಬ್ಬಂದಿಗಳು ಉಪಸ್ಥಿತರಿದ್ದರು. [190,944,350,975]
article-paragraph: ಇಂತಹ ದೇಶದ್ರೋಹದ ಕೃತ್ಯ ಎಸಗಿದ್ದಾರೆ ಎಂದು ಖಂಡಿಸಿದರು. [548,741,687,750]
person-figure [655,144,703,225]
article-paragraph: 2021ರಿಂದ 30/12.2025ರವರೆಗಿನ ಬಾಕಿ ಉಳಿಸಿಕೊಂಡಿರುವ ಇಲಾಖೆಗಳ ಪಟ್ಟಿ ಲೋಕೋಪಯೋಗಿ ಇಲಾಖೆ-8370.76 ಕೋಟಿ.ಜಲಸಂಪನ್ಮೂಲ ಇಲಾಖೆ-13000 ಕೋಟಿ.ಆರ್.ಡಿ.ಪಿಆರ್-3800ಕೋಟಿ.ಸಣ್ಣ ನೀರಾವರಿ-3000, ನಗರಾಭಿವೃದ್ಧಿ ಇಲಾಖೆ-2000, ವಸತಿ ಮತ್ತು ವಕ್ಫ್-2600,ಶಾಲಾ ಶಿಕ್ಷಣ ಇಲಾಖೆ-2000, ಬಿಬಿಎಂಪಿ-2600ಕೋಟಿ ಒಟ್ಟು 37,370.76ಕೋಟಿ ಬಾಕಿ ಬಿಡುಗಡೆ ಮಾಡಬೇಕಿದೆ. [364,302,527,377]
article-paragraph: ಶ್ರೀ ಜಗದ್ಗುರು ರೇಣುಕಾಚಾರ್ಯರ ಭಾವಚಿತ್ರದ ಮೆರವಣಿಗೆ ಹಾಗೂ ಸಾಂಸ್ಕೃತಿಕ ಕಾರ್ಯಕ್ರಮಗಳು ನಡೆಯಲಿವೆ. [190,1264,350,1284]
person-figure [273,698,352,796]
section-divider [364,869,942,871]
article-column-3 [733,228,933,554]
person-figure [838,154,888,225]
person-figure [148,123,176,210]
article-column-1 [364,1106,527,1294]
article-paragraph: ಬೆಳಿಗ್ಗೆ 10.30ಕ್ಕೆ ವೇದಿಕೆ ಕಾರ್ಯಕ್ರಮ ನಡೆಯಲಿದೆ. ಸಮಾಜದ ಬಂಧುಗಳು ಹೆಚ್ಚಿನ ಸಂಖ್ಯೆಯಲ್ಲಿ ಪಾಲ್ಗೊಳ್ಳಬೇಕು ಎಂದು ವಿನಂತಿಸಿದರು. [190,1286,350,1306]
banner-slogan: ಧಿಕ್ಕಾರ... ಧಿಕ್ಕಾರ.. [677,704,748,717]
article-column-1 [22,1142,182,1487]
article-column-3 [733,740,933,868]
headline-line-2: ಹೆಲಿಕಾಪ್ಟರ್ ಘಟಕಕ್ಕೆ ಶಾಸಕ ಧಮ್ಕಿ-ಬಣಕನಹಳ್ಳಿ ನಟರಾಜ್ ಆಕ್ರೋಶ [428,905,878,929]
person-figure [701,144,741,225]
article-paragraph: ದೇವನಹಳ್ಳಿಂದಾಯ ಸೇವೆಗಳನ್ನು ಪಾರದರ್ಶಕವಾಗಿ ಸಾರ್ವಜನಿಕರಿಗೆ ತಲುಪಿಸಲು ಅಧಿಕಾರಿಗಳು ಮತ್ತು ಸಿಬ್ಬಂದಿಗಳು ಹೊಸ ಕಾನೂನುಗಳು, ನಿಯಮಗಳು ಮತ್ತು ತಾಂತ್ರಿಕ ಬದಲಾವಣೆಗಳ ಕುರಿತು ತಿಳಿದುಕೊಳ್ಳುವುದು ಅವಶ್ಯವಾಗಿದೆ ಎಂದು ನಿವೃತ್ತ ಪ್ರಧಾನ ಜಿಲ್ಲಾ ಮತ್ತು ಸತ್ರ ನ್ಯಾಯಾಧೀಶರಾದ ಎಸ್.ಆರ್ ಸೋಮಶೇಖರ್ ಅವರು ಹೇಳಿದರು. [22,801,182,854]
person-head [201,139,213,153]
article-paragraph: ಕೆಂಬತನಹಳ್ಳಿ ಗ್ರಾ.ಪಂ ಮಾಜಿ ಸದಸ್ಯ ಸುನೀಲ್ ಮಾತನಾಡಿ, ಸಾರ್ವಜನಿಕ ಸಭೆಗಳ ಮೇಲೆ, ಮೆರವಣಿಗೆಗಳ ಮೇಲೆ ಕಲ್ಲು ಎಸೆಯುವುದು ನಮ್ಮ ಸಂಸ್ಕೃತಿಯಲ್ಲ, ಅದು ಕಾಂಗ್ರೆಸ್ ಸಂಸ್ಕೃತಿ, ಯುವ ಕಾಂಗ್ರೆಸ್ ಕಾರ್ಯಕರ್ತರಿಗೆ ತಾಕತ್ತಿದ್ದರೆ ಮೋದಿ ಅವರನ್ನು ಭೇಟಿ ಮಾಡಿ ಪ್ರಶ್ನೆ ಮಾಡಲಿ ಎಂದು ಸವಾಲು ಹಾಕಿದರು. [534,752,724,794]
article-paragraph: ವೃತ್ತಿಪರಭೇತಿ ಕೇಂದ್ರಗಳಲ್ಲಿ ಕಲಿಯುತ್ತಿರುವ ವಿದ್ಯಾರ್ಥಿಗಳು ನಿಮ್ಮ ಜೀವನವನ್ನು ರೂಪಿಸಿಕೊಳ್ಳಲು ನರಸಾಪುರ, ವೇಮಗಲ್ ಮತ್ತು ಮಾಲೂರು ಪ್ರದೇಶಗಳಲ್ಲಿ ಅನೇಕ ಅಂತರರಾಷ್ಟ್ರೀಯ ಕಂಪನಿಗಳಲ್ಲಿ ಉದ್ಯೋಗವನ್ನು ಪಡೆದುಕೊಳ್ಳಬಹುದೆಂದು ಸಲಹೆ ನೀಡಿದರು. [22,379,182,421]
article-paragraph: ಕಂದಾಯ ಅಧಿಕಾರಿಗಳು ಹಾಗೂ ಸಿಬ್ಬಂದಿಗಳು ನ್ಯಾಯಾಲಯ ವ್ಯಾಜ್ಯಗಳಲ್ಲಿ ಬರುವ ಪ್ರಕರಣಗಳಲ್ಲಿ ಪ್ರಮಾಣಪತ್ರಗಳನ್ನು ಸಲ್ಲಿಸುವಾಗ ಎಚ್ಚರಿಕೆಯಿಂದ ಕಾರ್ಯನಿರ್ವಹಿಸಬೇಕು. ಸರ್ಕಾರಿ ದಾಖಲೆಗಳನ್ನು ಸಂರಕ್ಷಿಸುವಲ್ಲಿ ಕಂದಾಯ ಇಲಾಖೆ ಮಹತ್ವದ ಪಾತ್ರ ವಹಿಸುತ್ತದೆ ಎಂದರು. [22,900,182,953]
newspaper-logo-title: ಸುವರ್ಣ ಪಾಲಾರ್ [35,4,202,35]
protest-banner [629,672,789,730]
article-paragraph: ನಗರದ ಜಿಲ್ಲಾ ಪತ್ರಕರ್ತರ ಭವನದಲ್ಲಿ ನಡೆಸಿದ ಸುದ್ದಿಗೋಷ್ಠಿಯಲ್ಲಿ ಅವರು ಮಾತನಾಡಿದರು. [364,181,527,201]
table-edge [366,1090,685,1102]
person-head [261,109,273,123]
article-paragraph: ಇನ್ನಾದರೂ ಶಾಸಕರು ತಮ್ಮ ವರ್ತನೆ ಬದಲಾಯಿಸಿಕೊಳ್ಳಬೇಕು. ಇಲ್ಲದಿದ್ದರೆ ಕೊತ್ತೂರು ಹಠಾವೋ, ಕೋಲಾರ ಬಚಾವೋ ಎಂಬ ಹೋರಾಟ ಹಮ್ಮಿಕೊಳ್ಳಲಾಗುವುದು ಎಂದು ಎಚ್ಚರಿಕೆ ನೀಡಿದರು. [694,1048,934,1068]
article-paragraph: ಕಮಿಷನ್ ದಂಧೆಯ ಕುರಿತು ಹಲವು ಬಾರಿ ಮುಖ್ಯಮಂತ್ರಿಗಳ ಗಮನಕ್ಕೆ ತಂದರೂ ಯಾವುದೇ ಕ್ರಮ ಕೈಗೊಂಡಿಲ್ಲ ಎಂದು ಆರೋಪಿಸಿದರು. [534,350,724,370]
person-figure [673,1435,739,1477]
article-paragraph: ಸಭೆಯಲ್ಲಿ ಮಹಾಸಭಾ ಪದಾಧಿಕಾರಿಗಳು, ಸಮಾಜದ ಮುಖಂಡರು ಹಾಗೂ ಮಹಿಳಾ ಘಟಕದ ಸದಸ್ಯರು ಉಪಸ್ಥಿತರಿದ್ದರು. [190,1308,350,1328]
photo-lamp-lighting [22,631,352,796]
article-paragraph: ಚಿಕ್ಕಬಳ್ಳಾಪುರ : ರಾಜ್ಯ ಸರಕಾರ ಕಳೆದ 3 ವರ್ಷಗಳಿಂದ ಗುತ್ತಿಗೆದಾರರಿಗೆ ಪಾವತಿಸಬೇಕಿದ್ದ 37370.76ಕೋಟಿ ಬಾಕಿ ಉಳಿಸಿಕೊಂಡಿರುವುದರಿಂದ ನಮ್ಮ ಕುಟುಂಬಗಳು ಕಣ್ಣೀರಲ್ಲಿ ಕೈತೊಳೆಯುವಂತಾಗಿದೆ.ಪರಿಣಾಮವಾಗಿ ಮಾ.6ಕ್ಕೆ ಬೃಹತ್ ಪ್ರತಿಭಟನೆ ಹಮ್ಮಿಕೊಳ್ಳಲಾಗಿದೆ ಎಂದು ಕರ್ನಾಟಕ ರಾಜ್ಯ ಗುತ್ತಿಗೆದಾರರ ಸಂಘದ ರಾಜ್ಯಾಧ್ಯಕ್ಷ ಆರ್.ಮಂಜುನಾಥ್ ರಾಜ್ಯ ಸರಕಾರವನ್ನು ಎಚ್ಚರಿಸಿದರು. [364,115,527,179]
person-figure [873,640,903,737]
person-figure [85,692,169,796]
person-head [667,122,691,148]
article-paragraph: ನಗರದ ಅರಳೇಪೇಟೆಯ ಶ್ರೀ ಬಸವೇಶ್ವರ ದೇವಾಲಯದಲ್ಲಿ ಶ್ರೀ ಬಸವೇಶ್ವರ ಧರ್ಮ ಕ್ಷೇತ್ರ ಹಾಗೂ ಕರ್ನಾಟಕ ವೀರಶೈವ ಲಿಂಗಾಯತ ಮಹಾಸಭಾ ವತಿಯಿಂದ ಆಯೋಜಿಸಿದ್ದ ಶ್ರೀ ರೇಣುಕಾಚಾರ್ಯ ಜಯಂತಿ ಆಚರಣೆ ಪೂರ್ವಭಾವಿ ಸಭೆಯ ಸಾನಿಧ್ಯ ವಹಿಸಿ ಅವರು ಮಾತನಾಡಿದರು. [22,1242,182,1284]
banner-portrait [755,682,781,722]
person-figure [833,1435,889,1477]
person-figure [536,1002,618,1102]
article-paragraph: ಪ್ರಧಾನ ಕಾರ್ಯದರ್ಶಿ ಬಂಡು ಮಾಧವ್, ಉಪಾಧ್ಯಕ್ಷ ದೀಪಾ, ನಗರ ಯುವ ಮೋರ್ಚಾ ಅಧ್ಯಕ್ಷ ಸಾಯಿ ಮೌಳಿ, ಬಾಬು, ಶರತ್, ಕಿರಣ್, ರಾಕೇಶ್, ರವಿ, ಬಿಜೆಪಿ ನಗರ ಅಧ್ಯಕ್ಷ ಸಾಮ ಅನಿಲ್ ಬಾಬು, ಓಬಿಸಿ ಅಧ್ಯಕ್ಷ ನಾಮಲ್ ಮಂಜುನಾಥ್, ಮಾಧ್ಯಮ ಸಹ ಸಂಚಾಲಕ ಕೆಂಬೋಡಿ ನಾರಾಯಣಸ್ವಾಮಿ ಪಾಲ್ಗೊಂಡಿದ್ದರು. [733,774,933,816]
person-head [474,968,508,1010]
person-head [781,1401,803,1429]
person-figure [888,144,932,225]
article-paragraph: ಕೋಲಾರ: ಇಂದಿನ ಸ್ಪರ್ಧಾಯುಗದಲ್ಲಿ ನೀವುಗಳು ಅವಿರತವಾಗಿ ಶೈಕ್ಷಣಿಕ ಚಟುವಟಿಕೆಗಳಲ್ಲಿ ತೊಡಗಿಕೊಂಡರೆ ನಿಮ್ಮ ಗುರಿ ತಲುಪಲು ಸಾಧ್ಯವಾಗುತ್ತದೆ ಎಂದು ಗ್ರಾಮೀಣ ವಿದ್ಯಾರ್ಥಿಗಳಿಗೆ ಸಂಸದ ಮಲ್ಲೇಶಬಾಬು ಕರೆ ನೀಡಿದರು. [22,214,182,256]
article-column-2 [190,1142,350,1487]
article-paragraph: ಇದೇ ಕಾರ್ಯಕ್ರಮಕ್ಕೆ ಜಿಲ್ಲೆಯ ಎಲ್ಲಾ ಶಾಸಕರು, ಸಂಸದರಿಗೂ ಇ-ಮೇಲ್ ಮೂಲಕ ಆಹ್ವಾನ ಹೋಗಿದೆ. [534,1206,689,1226]
